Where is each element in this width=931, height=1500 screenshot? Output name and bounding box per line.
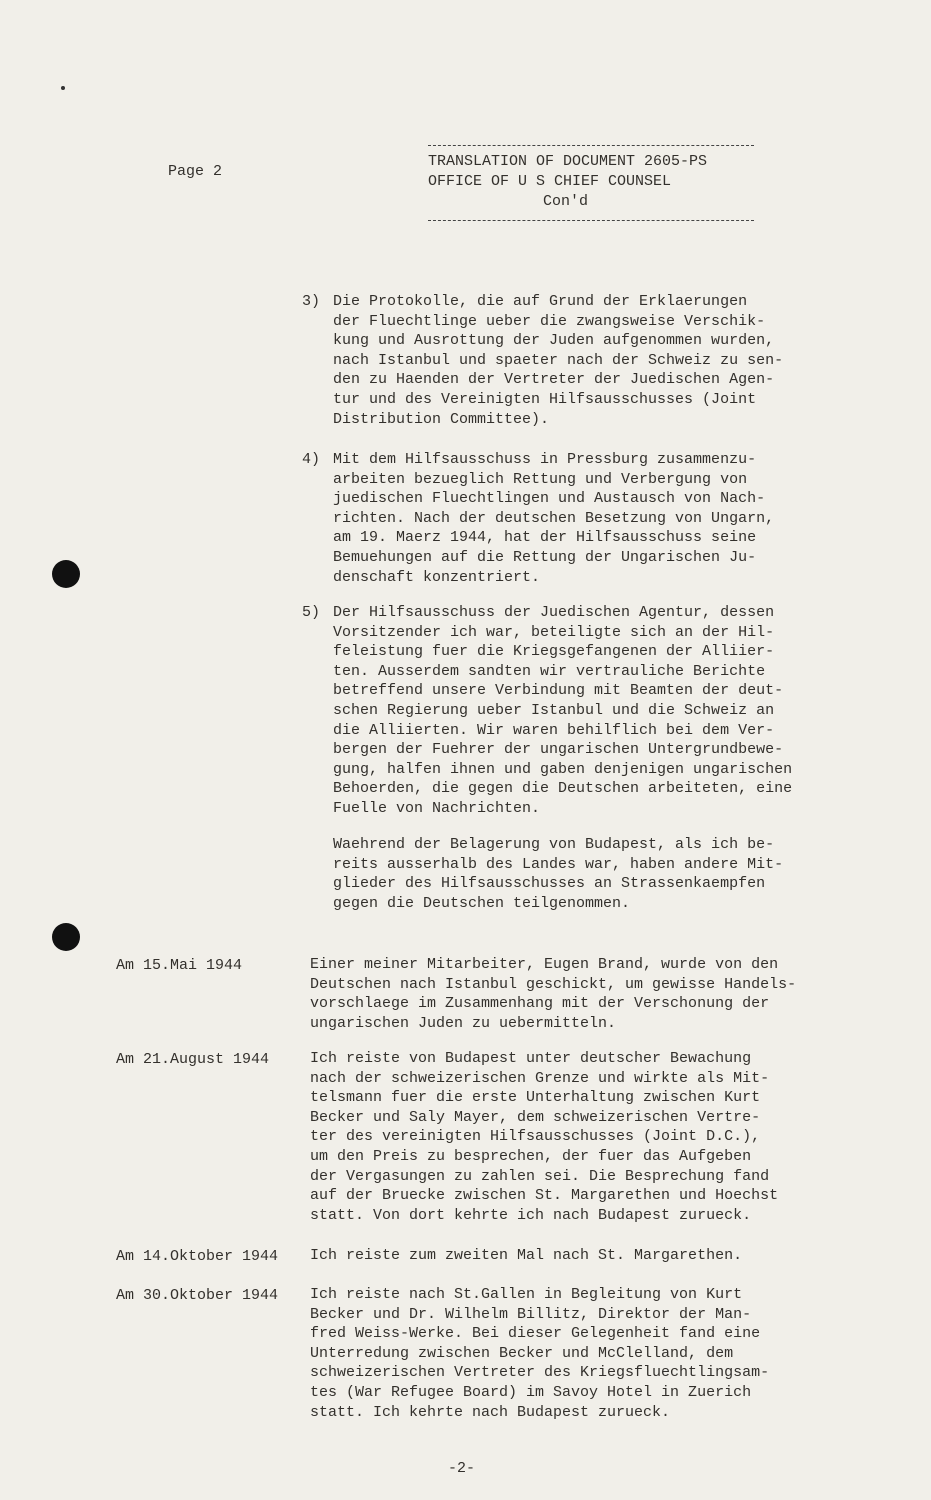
header-rule-top (428, 145, 754, 146)
page-label: Page 2 (168, 163, 223, 180)
header-rule-bottom (428, 220, 754, 221)
item-number: 5) (302, 604, 321, 621)
numbered-item (302, 450, 832, 587)
entry-text: Einer meiner Mitarbeiter, Eugen Brand, wurde von den Deutschen nach Istanbul geschickt, um gewisse Handels- vorschlaege im Zusammenhang mit der Verschonung der ungarischen Juden zu uebermitteln. (310, 956, 797, 1032)
numbered-item (302, 603, 832, 819)
entry-text: Ich reiste zum zweiten Mal nach St. Margarethen. (310, 1247, 743, 1264)
item-number: 4) (302, 451, 321, 468)
item-text: Der Hilfsausschuss der Juedischen Agentur, dessen Vorsitzender ich war, beteiligte sich an der Hil- feleistung fuer die Kriegsgefangenen der Alliier- ten. Ausserdem sandten wir vertrauliche Berichte betreffend unsere Verbindung mit Beamten der deut- schen Regierung ueber Istanbul und die Schweiz an die Alliierten. Wir waren behilflich bei dem Ver- bergen der Fuehrer der ungarischen Untergrundbewe- gung, halfen ihnen und gaben denjenigen ungarischen Behoerden, die gegen die Deutschen arbeiteten, eine Fuelle von Nachrichten. (333, 604, 793, 817)
page-number-footer: -2- (448, 1460, 476, 1477)
entry-date: Am 14.Oktober 1944 (116, 1248, 279, 1265)
entry-text: Ich reiste nach St.Gallen in Begleitung von Kurt Becker und Dr. Wilhelm Billitz, Direktor der Man- fred Weiss-Werke. Bei dieser Gelegenheit fand eine Unterredung zwischen Becker und McClelland, dem schweizerischen Vertreter des Kriegsfluechtlingsam- tes (War Refugee Board) im Savoy Hotel in Zuerich statt. Ich kehrte nach Budapest zurueck. (310, 1286, 770, 1421)
punch-hole-upper (52, 560, 80, 588)
item-number: 3) (302, 293, 321, 310)
header-continued: Con'd (543, 193, 589, 210)
siege-paragraph: Waehrend der Belagerung von Budapest, als ich be- reits ausserhalb des Landes war, haben andere Mit- glieder des Hilfsausschusses an Strassenkaempfen gegen die Deutschen teilgenommen. (333, 836, 784, 912)
item-text: Mit dem Hilfsausschuss in Pressburg zusammenzu- arbeiten bezueglich Rettung und Verbergung von juedischen Fluechtlingen und Austausch von Nach- richten. Nach der deutschen Besetzung von Ungarn, am 19. Maerz 1944, hat der Hilfsausschuss seine Bemuehungen auf die Rettung der Ungarischen Ju- denschaft konzentriert. (333, 451, 775, 586)
entry-date: Am 30.Oktober 1944 (116, 1287, 279, 1304)
document-header (428, 145, 758, 221)
item-text: Die Protokolle, die auf Grund der Erklaerungen der Fluechtlinge ueber die zwangsweise Verschik- kung und Ausrottung der Juden aufgenommen wurden, nach Istanbul und spaeter nach der Schweiz zu sen- den zu Haenden der Vertreter der Juedischen Agen- tur und des Vereinigten Hilfsausschusses (Joint Distribution Committee). (333, 293, 784, 428)
header-title: TRANSLATION OF DOCUMENT 2605-PS (428, 153, 708, 170)
paper-speck (61, 86, 65, 90)
entry-text: Ich reiste von Budapest unter deutscher Bewachung nach der schweizerischen Grenze und wirkte als Mit- telsmann fuer die erste Unterhaltung zwischen Kurt Becker und Saly Mayer, dem schweizerischen Vertre- ter des vereinigten Hilfsausschusses (Joint D.C.), um den Preis zu besprechen, der fuer das Aufgeben der Vergasungen zu zahlen sei. Die Besprechung fand auf der Bruecke zwischen St. Margarethen und Hoechst statt. Von dort kehrte ich nach Budapest zurueck. (310, 1050, 779, 1224)
entry-date: Am 21.August 1944 (116, 1051, 270, 1068)
header-office: OFFICE OF U S CHIEF COUNSEL (428, 173, 672, 190)
entry-date: Am 15.Mai 1944 (116, 957, 243, 974)
numbered-item (302, 292, 832, 429)
punch-hole-lower (52, 923, 80, 951)
